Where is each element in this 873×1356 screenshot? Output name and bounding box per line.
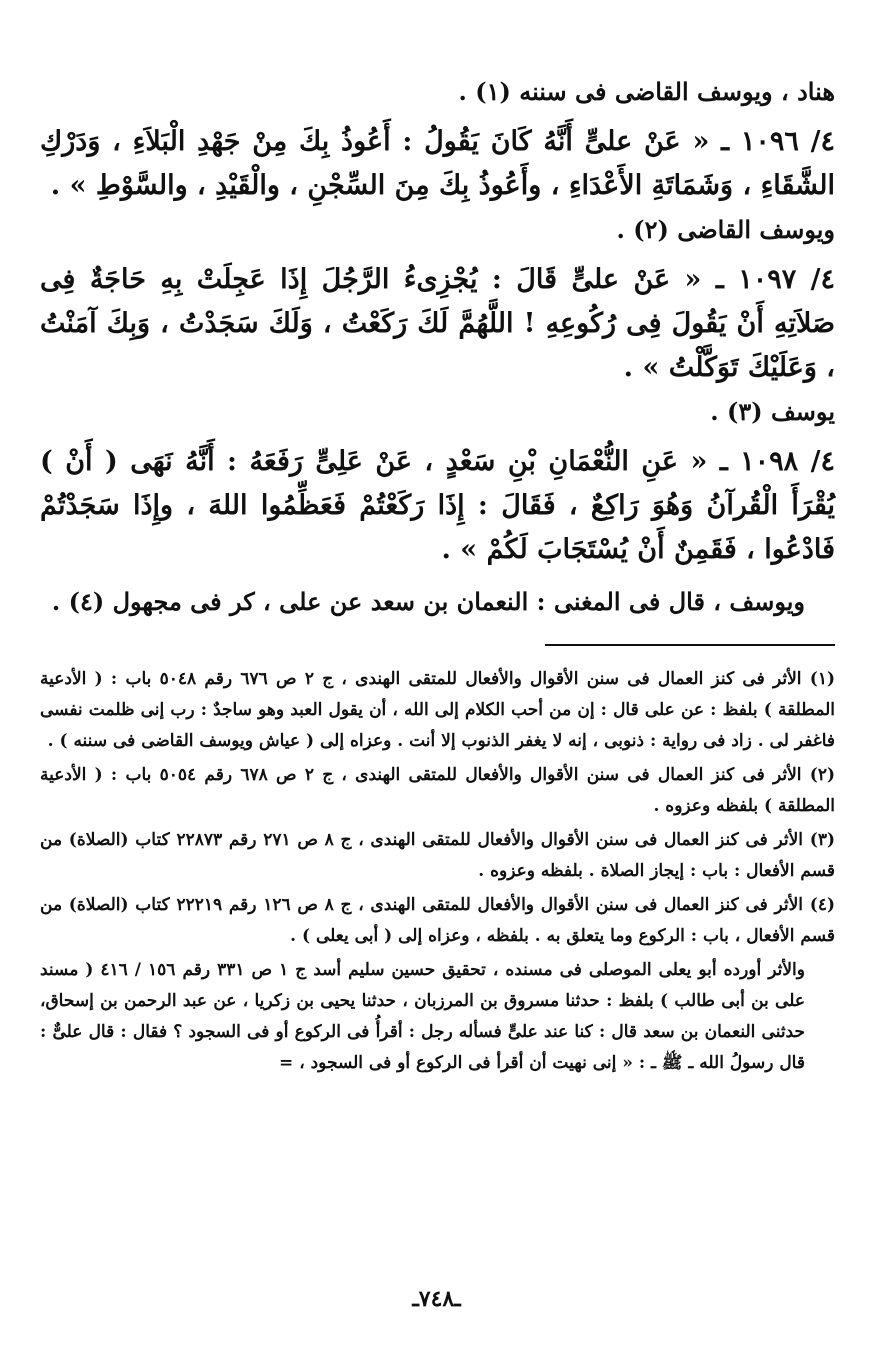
hadith-entry <box>40 120 835 252</box>
hadith-number: ٤/ ١٠٩٨ ـ <box>719 446 836 477</box>
hadith-entry <box>40 258 835 434</box>
page-number: ـ٧٤٨ـ <box>412 1286 461 1312</box>
hadith-text: « عَنْ علىٍّ أَنَّهُ كَانَ يَقُولُ : أَعُوذُ بِكَ مِنْ جَهْدِ الْبَلاَءِ ، وَدَرْكِ الشَّقَاءِ ، وَشَمَاتَةِ الأَعْدَاءِ ، وأَعُوذُ بِكَ مِنَ السِّجْنِ ، والْقَيْدِ ، والسَّوْطِ » . <box>40 126 835 201</box>
footnote-marker: (٣) <box>809 830 835 850</box>
footnote-text: الأثر فى كنز العمال فى سنن الأقوال والأفعال للمتقى الهندى ، ج ٢ ص ٦٧٨ رقم ٥٠٥٤ باب : ( الأدعية المطلقة ) بلفظه وعزوه . <box>40 765 835 816</box>
hadith-source: ويوسف القاضى (٢) . <box>616 215 835 244</box>
source-line: هناد ، ويوسف القاضى فى سننه (١) . <box>458 77 835 106</box>
hadith-source: يوسف (٣) . <box>710 397 835 426</box>
footnote <box>40 890 835 952</box>
hadith-source: ويوسف ، قال فى المغنى : النعمان بن سعد عن على ، كر فى مجهول (٤) . <box>51 587 805 616</box>
footnote-text: الأثر فى كنز العمال فى سنن الأقوال والأفعال للمتقى الهندى ، ج ٨ ص ٢٧١ رقم ٢٢٨٧٣ كتاب (الصلاة) من قسم الأفعال : باب : إيجاز الصلاة . بلفظه وعزوه . <box>40 830 835 881</box>
footnotes <box>40 664 835 1079</box>
hadith-number: ٤/ ١٠٩٧ ـ <box>715 264 836 295</box>
footnote-marker: (١) <box>809 669 835 689</box>
footnote-text: الأثر فى كنز العمال فى سنن الأقوال والأفعال للمتقى الهندى ، ج ٨ ص ١٢٦ رقم ٢٢٢١٩ كتاب (الصلاة) من قسم الأفعال ، باب : الركوع وما يتعلق به . بلفظه ، وعزاه إلى ( أبى يعلى ) . <box>40 895 835 946</box>
main-text <box>40 70 835 624</box>
footnote <box>40 825 835 887</box>
hadith-number: ٤/ ١٠٩٦ ـ <box>721 126 836 157</box>
footnote <box>40 664 835 757</box>
page-content <box>40 70 835 1082</box>
hadith-text: « عَنِ النُّعْمَانِ بْنِ سَعْدٍ ، عَنْ عَلِىٍّ رَفَعَهُ : أَنَّهُ نَهَى ( أَنْ ) يُقْرَأَ الْقُرآنُ وَهُوَ رَاكِعٌ ، فَقَالَ : إِذَا رَكَعْتُمْ فَعَظِّمُوا اللهَ ، وإِذَا سَجَدْتُمْ فَادْعُوا ، فَقَمِنٌ أَنْ يُسْتَجَابَ لَكُمْ » . <box>40 446 835 565</box>
hadith-text: « عَنْ علىٍّ قَالَ : يُجْزِىءُ الرَّجُلَ إِذَا عَجِلَتْ بِهِ حَاجَةٌ فِى صَلاَتِهِ أَنْ يَقُولَ فِى رُكُوعِهِ ! اللَّهُمَّ لَكَ رَكَعْتُ ، وَلَكَ سَجَدْتُ ، وَبِكَ آمَنْتُ ، وَعَلَيْكَ تَوَكَّلْتُ » . <box>40 264 835 383</box>
footnote-divider <box>545 644 835 646</box>
footnote-text: الأثر فى كنز العمال فى سنن الأقوال والأفعال للمتقى الهندى ، ج ٢ ص ٦٧٦ رقم ٥٠٤٨ باب : ( الأدعية المطلقة ) بلفظ : عن على قال : إن من أحب الكلام إلى الله ، أن يقول العبد وهو ساجدٌ : رب إنى ظلمت نفسى فاغفر لى . زاد فى رواية : ذنوبى ، إنه لا يغفر الذنوب إلا أنت . وعزاه إلى ( عياش ويوسف القاضى فى سننه ) . <box>40 669 835 751</box>
footnote-continuation: والأثر أورده أبو يعلى الموصلى فى مسنده ، تحقيق حسين سليم أسد ج ١ ص ٣٣١ رقم ١٥٦ / ٤١٦ ( مسند على بن أبى طالب ) بلفظ : حدثنا مسروق بن المرزبان ، حدثنا يحيى بن زكريا ، عن عبد الرحمن بن إسحاق، حدثنى النعمان بن سعد قال : كنا عند علىٍّ فسأله رجل : أقرأُ فى الركوع أو فى السجود ؟ فقال : قال علىٌّ : قال رسولُ الله ـ ﷺ ـ : « إنى نهيت أن أقرأ فى الركوع أو فى السجود ، = <box>40 960 805 1073</box>
footnote-marker: (٤) <box>809 895 835 915</box>
hadith-entry <box>40 440 835 624</box>
footnote <box>40 760 835 822</box>
footnote-marker: (٢) <box>809 765 835 785</box>
